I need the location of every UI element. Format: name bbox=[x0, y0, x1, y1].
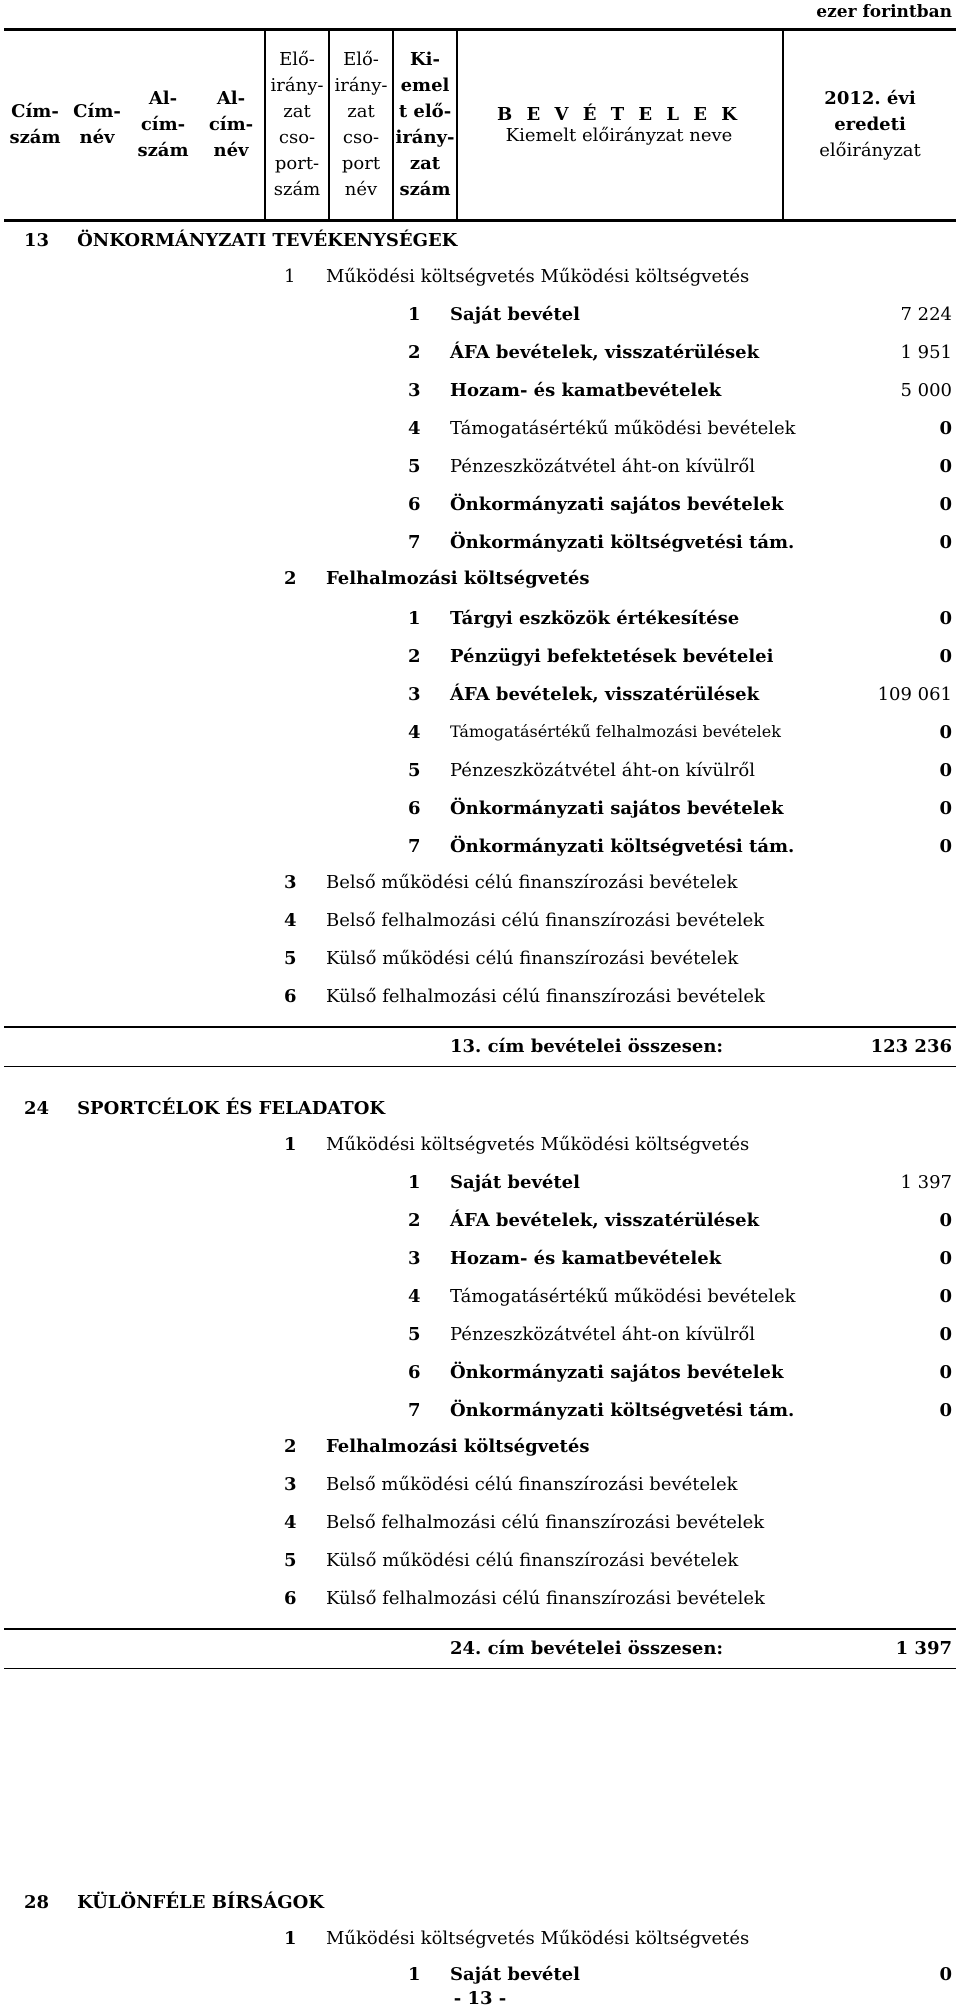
page-number: - 13 - bbox=[453, 1988, 507, 2009]
item-value: 0 bbox=[939, 836, 952, 857]
item-label: Támogatásértékű működési bevételek bbox=[450, 418, 796, 439]
item-value: 1 951 bbox=[900, 342, 952, 363]
item-value: 0 bbox=[939, 722, 952, 743]
item-label: ÁFA bevételek, visszatérülések bbox=[450, 342, 760, 363]
group-num: 1 bbox=[284, 1134, 297, 1155]
item-value: 0 bbox=[939, 1286, 952, 1307]
header-cim-nev: Cím- név bbox=[73, 101, 121, 148]
item-label: Tárgyi eszközök értékesítése bbox=[450, 608, 740, 629]
item-num: 1 bbox=[408, 608, 421, 629]
group-num: 2 bbox=[284, 568, 297, 589]
header-alcim-szam: Al- cím- szám bbox=[137, 88, 189, 161]
total-divider bbox=[4, 1628, 956, 1630]
item-num: 7 bbox=[408, 532, 421, 553]
header-subtitle: Kiemelt előirányzat neve bbox=[505, 125, 733, 146]
group-name: Belső felhalmozási célú finanszírozási bevételek bbox=[326, 910, 765, 931]
item-num: 2 bbox=[408, 646, 421, 667]
item-value: 0 bbox=[939, 646, 952, 667]
item-value: 0 bbox=[939, 456, 952, 477]
header-bevetelek bbox=[464, 31, 774, 219]
item-value: 7 224 bbox=[900, 304, 952, 325]
group-name: Külső felhalmozási célú finanszírozási bevételek bbox=[326, 1588, 765, 1609]
item-num: 6 bbox=[408, 798, 421, 819]
group-name: Működési költségvetés Működési költségvetés bbox=[326, 266, 750, 287]
group-num: 5 bbox=[284, 1550, 297, 1571]
item-value: 0 bbox=[939, 1248, 952, 1269]
item-label: Hozam- és kamatbevételek bbox=[450, 1248, 722, 1269]
item-label: Önkormányzati sajátos bevételek bbox=[450, 1362, 784, 1383]
header-eloiranyzat-csoport-nev: Elő- irány- zat cso- port név bbox=[334, 49, 388, 200]
item-value: 0 bbox=[939, 1324, 952, 1345]
group-num: 2 bbox=[284, 1436, 297, 1457]
item-label: Önkormányzati költségvetési tám. bbox=[450, 836, 795, 857]
section-total-label: 24. cím bevételei összesen: bbox=[450, 1638, 724, 1659]
group-num: 3 bbox=[284, 872, 297, 893]
item-label: Támogatásértékű működési bevételek bbox=[450, 1286, 796, 1307]
item-label: Pénzeszközátvétel áht-on kívülről bbox=[450, 1324, 755, 1345]
group-name: Belső működési célú finanszírozási bevételek bbox=[326, 872, 738, 893]
unit-label: ezer forintban bbox=[816, 2, 952, 22]
total-divider-bottom bbox=[4, 1066, 956, 1067]
item-value: 0 bbox=[939, 1210, 952, 1231]
item-value: 0 bbox=[939, 798, 952, 819]
header-year: 2012. évi eredeti előirányzat bbox=[819, 88, 921, 161]
item-value: 0 bbox=[939, 1400, 952, 1421]
item-num: 2 bbox=[408, 1210, 421, 1231]
total-divider-bottom bbox=[4, 1668, 956, 1669]
section-13: 13 ÖNKORMÁNYZATI TEVÉKENYSÉGEK bbox=[24, 230, 458, 251]
section-28: 28 KÜLÖNFÉLE BÍRSÁGOK bbox=[24, 1892, 324, 1913]
group-name: Külső működési célú finanszírozási bevételek bbox=[326, 948, 739, 969]
group-name: Belső felhalmozási célú finanszírozási bevételek bbox=[326, 1512, 765, 1533]
header-eloiranyzat-csoport-szam: Elő- irány- zat cso- port- szám bbox=[270, 49, 324, 200]
item-label: Pénzügyi befektetések bevételei bbox=[450, 646, 774, 667]
item-label: Önkormányzati költségvetési tám. bbox=[450, 532, 795, 553]
item-label: Saját bevétel bbox=[450, 1172, 580, 1193]
item-num: 3 bbox=[408, 684, 421, 705]
item-num: 5 bbox=[408, 456, 421, 477]
header-kiemelt-eloiranyzat-szam: Ki- emel t elő- irány- zat szám bbox=[395, 49, 455, 200]
group-name: Külső működési célú finanszírozási bevételek bbox=[326, 1550, 739, 1571]
item-num: 3 bbox=[408, 380, 421, 401]
group-num: 4 bbox=[284, 1512, 297, 1533]
item-value: 0 bbox=[939, 494, 952, 515]
item-num: 6 bbox=[408, 494, 421, 515]
item-value: 109 061 bbox=[877, 684, 952, 705]
item-value: 5 000 bbox=[900, 380, 952, 401]
section-total-label: 13. cím bevételei összesen: bbox=[450, 1036, 724, 1057]
group-name: Működési költségvetés Működési költségvetés bbox=[326, 1928, 750, 1949]
section-total-value: 1 397 bbox=[895, 1638, 952, 1659]
item-label: Saját bevétel bbox=[450, 304, 580, 325]
item-label: Hozam- és kamatbevételek bbox=[450, 380, 722, 401]
item-num: 4 bbox=[408, 418, 421, 439]
item-label: Önkormányzati sajátos bevételek bbox=[450, 798, 784, 819]
item-label: ÁFA bevételek, visszatérülések bbox=[450, 1210, 760, 1231]
group-name: Működési költségvetés Működési költségvetés bbox=[326, 1134, 750, 1155]
item-label: Támogatásértékű felhalmozási bevételek bbox=[450, 722, 781, 741]
item-num: 1 bbox=[408, 1172, 421, 1193]
header-alcim-nev: Al- cím- név bbox=[208, 88, 254, 161]
item-value: 1 397 bbox=[900, 1172, 952, 1193]
item-num: 3 bbox=[408, 1248, 421, 1269]
group-num: 5 bbox=[284, 948, 297, 969]
header-cim-szam: Cím- szám bbox=[9, 101, 61, 148]
item-value: 0 bbox=[939, 608, 952, 629]
item-num: 5 bbox=[408, 760, 421, 781]
table-header bbox=[4, 28, 956, 222]
group-name: Felhalmozási költségvetés bbox=[326, 568, 590, 589]
item-value: 0 bbox=[939, 1964, 952, 1985]
item-num: 5 bbox=[408, 1324, 421, 1345]
item-label: Önkormányzati költségvetési tám. bbox=[450, 1400, 795, 1421]
item-value: 0 bbox=[939, 760, 952, 781]
item-label: ÁFA bevételek, visszatérülések bbox=[450, 684, 760, 705]
item-label: Pénzeszközátvétel áht-on kívülről bbox=[450, 456, 755, 477]
item-value: 0 bbox=[939, 532, 952, 553]
header-title: B E V É T E L E K bbox=[497, 104, 741, 125]
item-num: 4 bbox=[408, 722, 421, 743]
group-num: 4 bbox=[284, 910, 297, 931]
item-num: 7 bbox=[408, 1400, 421, 1421]
section-total-value: 123 236 bbox=[870, 1036, 952, 1057]
item-num: 6 bbox=[408, 1362, 421, 1383]
item-num: 2 bbox=[408, 342, 421, 363]
item-num: 1 bbox=[408, 1964, 421, 1985]
group-num: 1 bbox=[284, 1928, 297, 1949]
section-24: 24 SPORTCÉLOK ÉS FELADATOK bbox=[24, 1098, 386, 1119]
item-value: 0 bbox=[939, 418, 952, 439]
group-row: 1 bbox=[284, 266, 296, 287]
item-value: 0 bbox=[939, 1362, 952, 1383]
group-name: Belső működési célú finanszírozási bevételek bbox=[326, 1474, 738, 1495]
group-name: Külső felhalmozási célú finanszírozási bevételek bbox=[326, 986, 765, 1007]
item-num: 7 bbox=[408, 836, 421, 857]
item-num: 1 bbox=[408, 304, 421, 325]
item-label: Pénzeszközátvétel áht-on kívülről bbox=[450, 760, 755, 781]
group-num: 3 bbox=[284, 1474, 297, 1495]
group-num: 6 bbox=[284, 986, 297, 1007]
item-num: 4 bbox=[408, 1286, 421, 1307]
item-label: Saját bevétel bbox=[450, 1964, 580, 1985]
group-name: Felhalmozási költségvetés bbox=[326, 1436, 590, 1457]
total-divider bbox=[4, 1026, 956, 1028]
group-num: 6 bbox=[284, 1588, 297, 1609]
item-label: Önkormányzati sajátos bevételek bbox=[450, 494, 784, 515]
